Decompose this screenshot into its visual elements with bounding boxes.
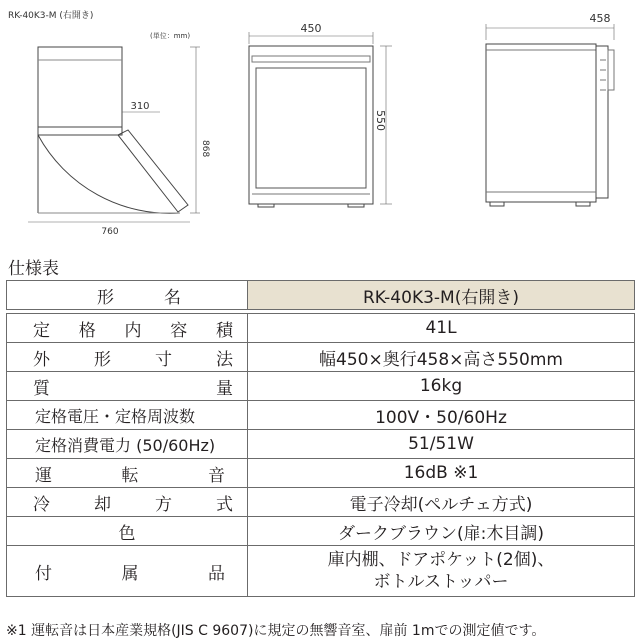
spec-label: 定格消費電力 (50/60Hz) xyxy=(35,435,216,455)
header-value: RK-40K3-M(右開き) xyxy=(248,281,635,310)
spec-label: 冷 却 方 式 xyxy=(33,494,233,515)
dim-310: 310 xyxy=(130,101,150,112)
spec-row-dimensions xyxy=(7,343,635,372)
header-row xyxy=(7,281,635,310)
spec-table-title: 仕様表 xyxy=(8,259,59,279)
unit-note: (単位：mm) xyxy=(150,32,191,40)
spec-label: 付 属 品 xyxy=(35,563,225,584)
technical-drawings xyxy=(0,0,640,250)
spec-value: 16dB ※1 xyxy=(248,459,635,488)
spec-value: ダークブラウン(扉:木目調) xyxy=(248,517,635,546)
spec-value: 41L xyxy=(248,314,635,343)
spec-row-accessories xyxy=(7,546,635,597)
spec-label: 質 量 xyxy=(33,378,233,399)
dim-550: 550 xyxy=(374,110,387,131)
spec-value: 16kg xyxy=(248,372,635,401)
front-view-drawing xyxy=(249,32,392,207)
spec-row-capacity xyxy=(7,314,635,343)
dim-458: 458 xyxy=(589,12,611,25)
spec-value: 庫内棚、ドアポケット(2個)、 ボトルストッパー xyxy=(248,546,635,597)
spec-row-weight xyxy=(7,372,635,401)
spec-label: 色 xyxy=(7,517,248,546)
spec-label: 定格電圧・定格周波数 xyxy=(35,406,196,426)
spec-row-noise xyxy=(7,459,635,488)
spec-label: 運 転 音 xyxy=(35,465,225,486)
footnote: ※1 運転音は日本産業規格(JIS C 9607)に規定の無響音室、扉前 1mでの測定値です。 xyxy=(6,623,546,639)
model-caption: RK-40K3-M (右開き) xyxy=(8,11,94,21)
header-label-cell xyxy=(7,281,248,310)
spec-value: 51/51W xyxy=(248,430,635,459)
header-label: 形 名 xyxy=(97,287,181,308)
dim-760: 760 xyxy=(101,227,119,237)
spec-value: 幅450×奥行458×高さ550mm xyxy=(248,343,635,372)
spec-value: 電子冷却(ペルチェ方式) xyxy=(248,488,635,517)
spec-row-color xyxy=(7,517,635,546)
spec-row-power xyxy=(7,430,635,459)
side-view-drawing xyxy=(486,24,614,206)
spec-label: 外 形 寸 法 xyxy=(33,349,233,370)
spec-row-voltage xyxy=(7,401,635,430)
spec-label: 定 格 内 容 積 xyxy=(33,320,233,341)
spec-value: 100V・50/60Hz xyxy=(248,401,635,430)
dim-450: 450 xyxy=(300,22,322,35)
spec-table xyxy=(6,280,635,597)
top-view-drawing xyxy=(28,47,200,222)
spec-row-cooling xyxy=(7,488,635,517)
dim-868: 868 xyxy=(200,140,210,158)
